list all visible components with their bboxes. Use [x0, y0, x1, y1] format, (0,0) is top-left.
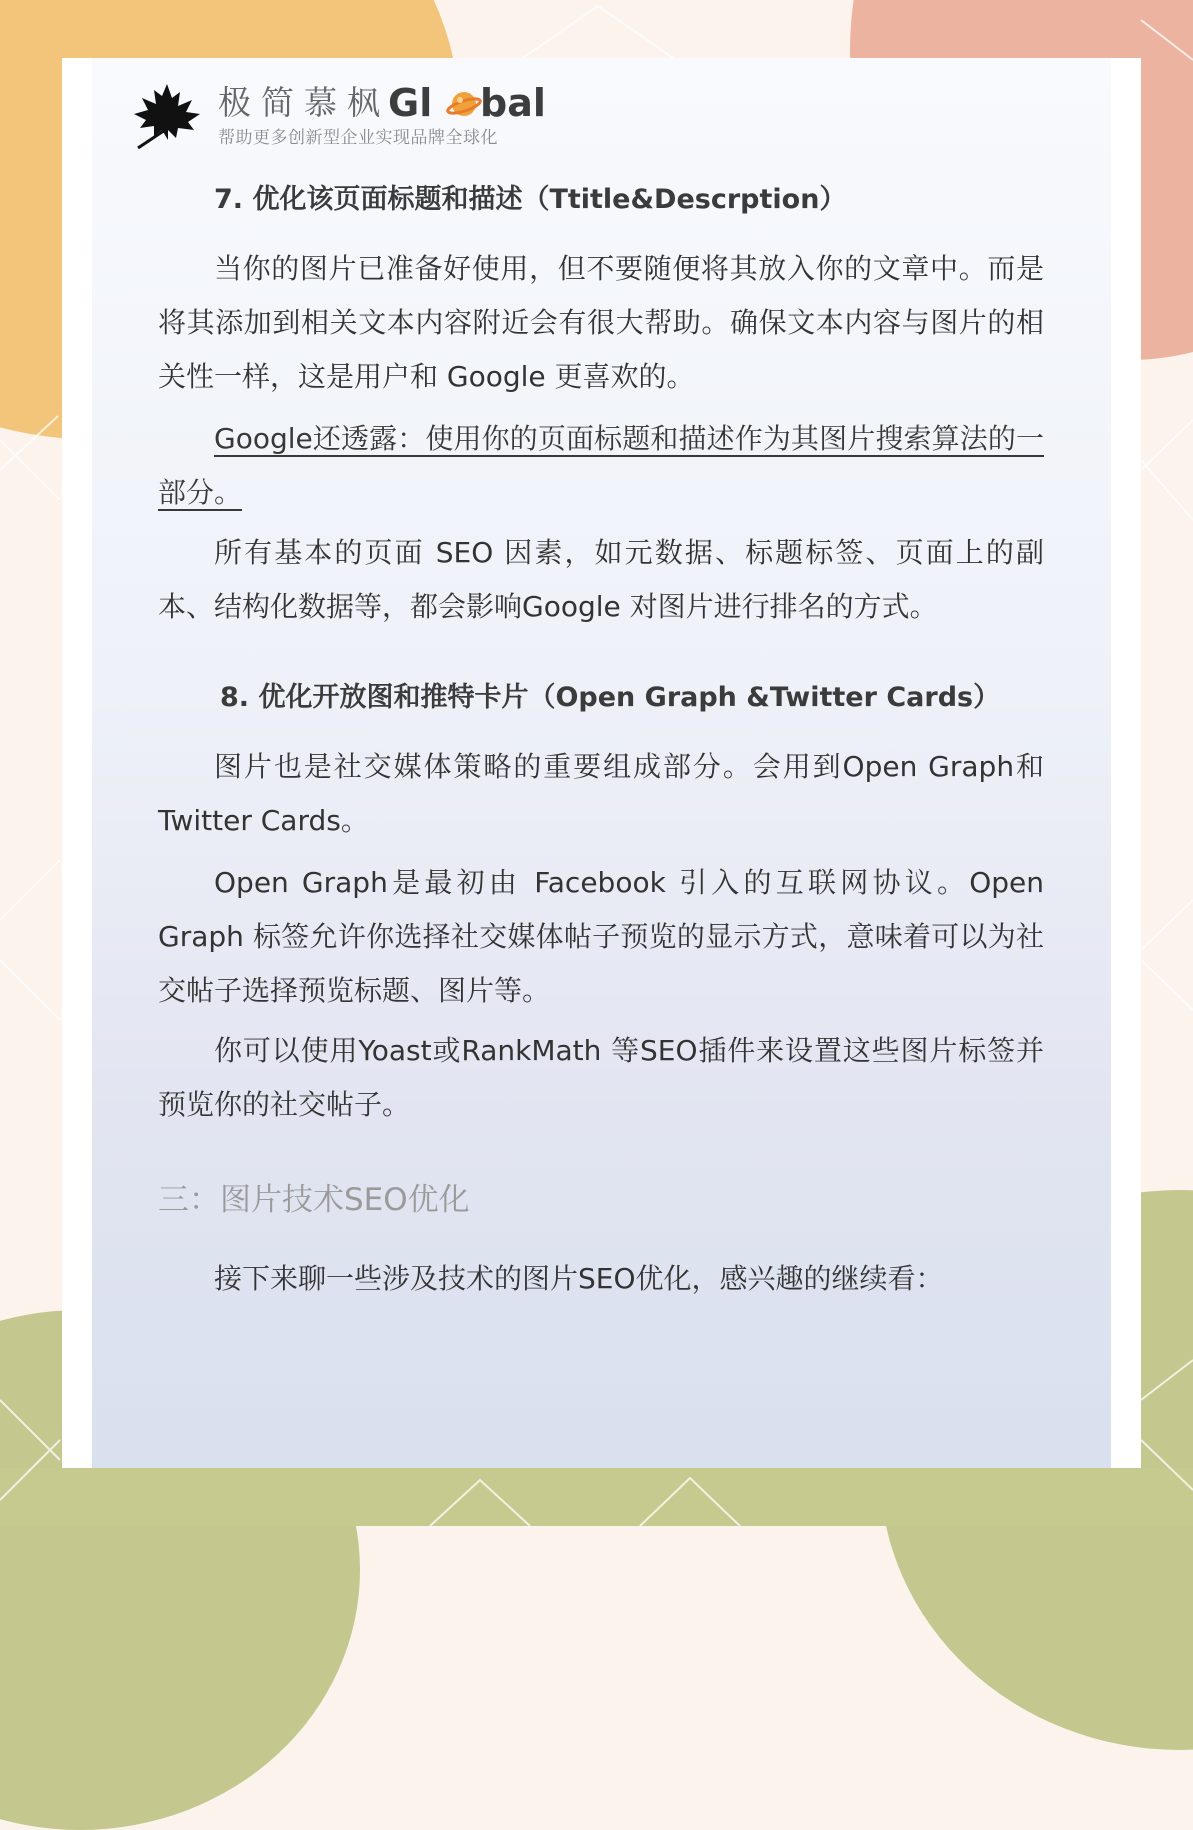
paragraph-7-2-underlined: Google还透露：使用你的页面标题和描述作为其图片搜索算法的一部分。 — [158, 422, 1044, 509]
brand-name-cn: 极简慕枫 — [218, 83, 390, 122]
paragraph-7-1: 当你的图片已准备好使用，但不要随便将其放入你的文章中。而是将其添加到相关文本内容附近会有很大帮助。确保文本内容与图片的相关性一样，这是用户和 Google 更喜欢的。 — [158, 252, 1044, 393]
brand-slogan: 帮助更多创新型企业实现品牌全球化 — [218, 128, 498, 148]
paragraph-7-3: 所有基本的页面 SEO 因素，如元数据、标题标签、页面上的副本、结构化数据等，都会影响Google 对图片进行排名的方式。 — [158, 536, 1044, 623]
section-3-title: 三：图片技术SEO优化 — [158, 1182, 470, 1218]
maple-leaf-icon — [132, 82, 202, 150]
brand-name-en-left: Gl — [388, 81, 433, 125]
heading-7: 7. 优化该页面标题和描述（Ttitle&Descrption） — [214, 184, 847, 215]
paragraph-3-1: 接下来聊一些涉及技术的图片SEO优化，感兴趣的继续看： — [214, 1262, 944, 1295]
paragraph-8-2: Open Graph是最初由 Facebook 引入的互联网协议。Open Graph 标签允许你选择社交媒体帖子预览的显示方式，意味着可以为社交帖子选择预览标题、图片等。 — [158, 866, 1044, 1007]
planet-icon — [446, 86, 482, 122]
brand-logo — [132, 80, 592, 154]
brand-name-en-right: bal — [480, 81, 546, 125]
paragraph-8-3: 你可以使用Yoast或RankMath 等SEO插件来设置这些图片标签并预览你的社交帖子。 — [158, 1034, 1044, 1121]
paragraph-8-1: 图片也是社交媒体策略的重要组成部分。会用到Open Graph和Twitter Cards。 — [158, 750, 1044, 837]
heading-8: 8. 优化开放图和推特卡片（Open Graph &Twitter Cards） — [220, 682, 1001, 713]
